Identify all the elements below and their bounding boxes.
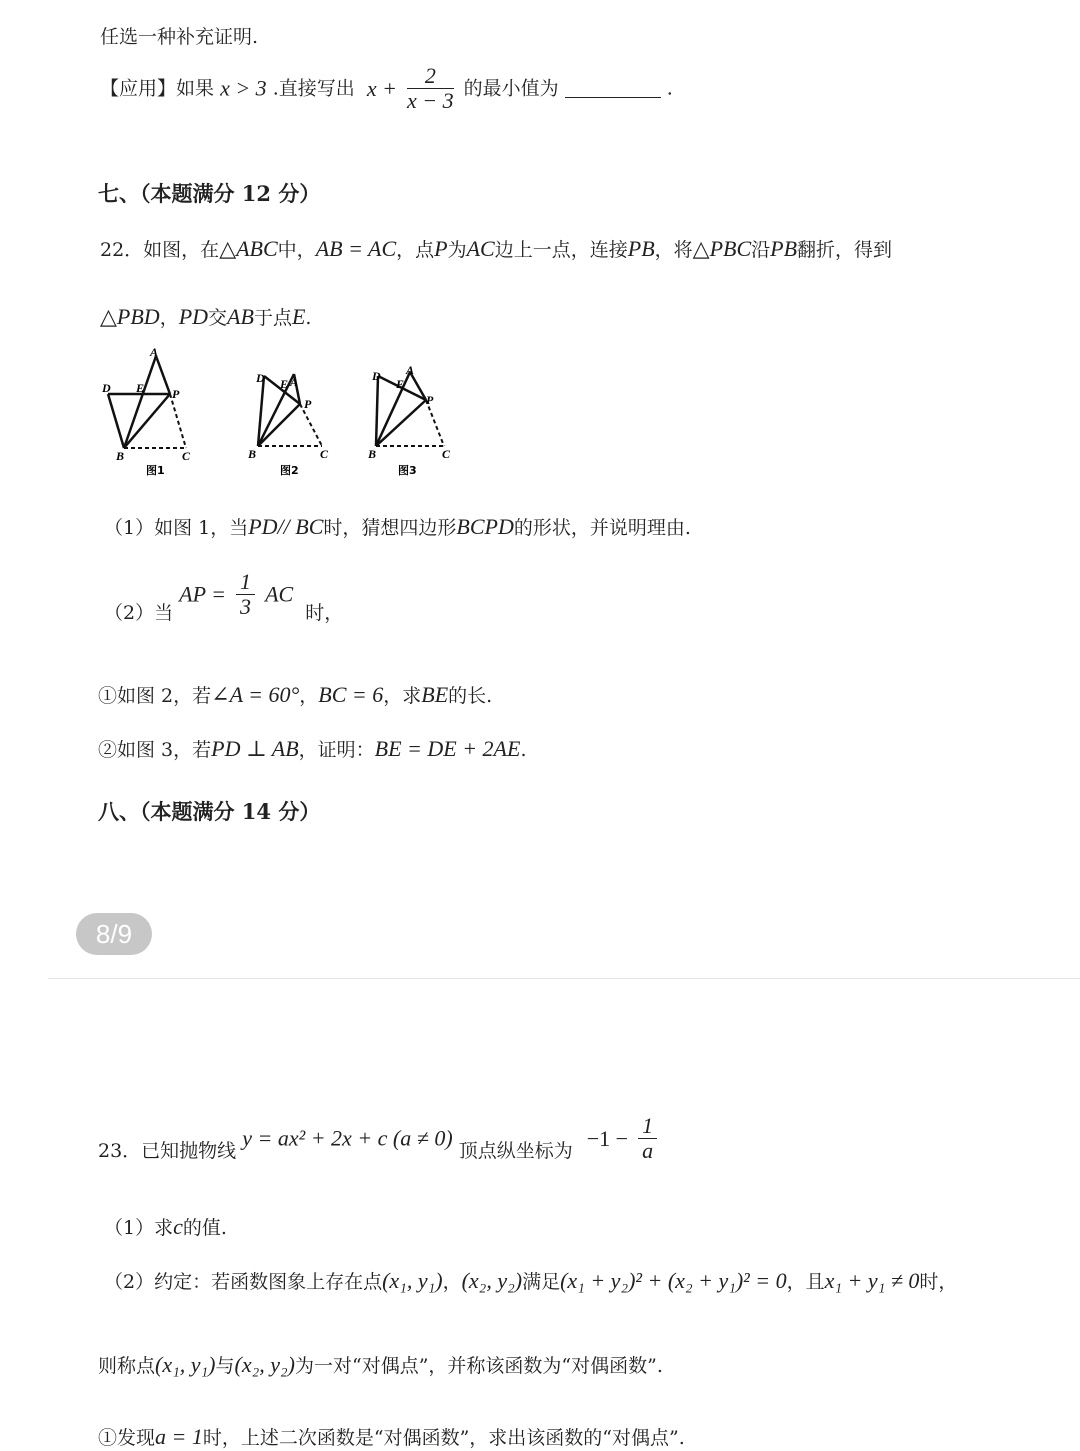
answer-blank <box>565 79 661 98</box>
q22-line-1: 22．如图，在△ABC中，AB = AC，点P为AC边上一点，连接PB，将△PBC沿PB翻折，得到 <box>100 236 893 261</box>
fig3-label-p: P <box>426 393 434 407</box>
q22-part-1: （1）如图 1，当PD// BC时，猜想四边形BCPD的形状，并说明理由. <box>104 514 691 539</box>
fig2-label-e: E <box>280 377 289 391</box>
apply-line: 【应用】如果 x > 3 .直接写出 x + $\frac{2}{x - 3}$ 的最小值为 . <box>100 63 673 113</box>
section-8-heading: 八、（本题满分 14 分） <box>98 799 321 824</box>
fig1-label-b: B <box>116 449 125 463</box>
fig2-label-b: B <box>248 447 257 461</box>
apply-fraction: $\frac{2}{x - 3}$ <box>407 63 454 113</box>
section-7-heading: 七、（本题满分 12 分） <box>98 181 321 206</box>
fig2-label-a: A <box>290 375 299 389</box>
page-indicator: 8/9 <box>76 913 152 955</box>
q23-part-3-clipped: ①发现a = 1时，上述二次函数是“对偶函数”，求出该函数的“对偶点”. <box>98 1424 685 1449</box>
fig1-label-e: E <box>136 381 145 395</box>
figure-2 <box>244 360 344 484</box>
text-line-top: 任选一种补充证明. <box>100 26 259 48</box>
fig2-label-p: P <box>304 397 312 411</box>
q22-sub-2: ②如图 3，若PD ⊥ AB，证明：BE = DE + 2AE. <box>98 736 527 761</box>
fig3-label-c: C <box>442 447 451 461</box>
fig2-caption: 图2 <box>280 464 299 477</box>
fig1-label-d: D <box>102 381 111 395</box>
fig3-label-e: E <box>396 377 405 391</box>
fig1-caption: 图1 <box>146 464 165 477</box>
part2-fraction: $\frac{1}{3}$ <box>236 570 255 619</box>
fig3-label-b: B <box>368 447 377 461</box>
page-divider <box>48 978 1080 979</box>
q22-line-2: △PBD，PD交AB于点E. <box>100 304 312 329</box>
q23-part-2-continued: 则称点(x₁, y₁)与(x₂, y₂)为一对“对偶点”，并称该函数为“对偶函数”. <box>98 1352 663 1377</box>
fig2-label-c: C <box>320 447 329 461</box>
fig2-label-d: D <box>256 371 265 385</box>
fig1-label-c: C <box>182 449 191 463</box>
q22-sub-1: ①如图 2，若∠A = 60°，BC = 6，求BE的长. <box>98 682 493 707</box>
q23-vertex-fraction: $\frac{1}{a}$ <box>638 1114 657 1163</box>
fig3-caption: 图3 <box>398 464 417 477</box>
fig3-label-d: D <box>372 369 381 383</box>
fig1-label-a: A <box>150 345 159 359</box>
q23-stem: 23．已知抛物线 y = ax² + 2x + c (a ≠ 0) 顶点纵坐标为 −1 − $\frac{1}{a}$ <box>98 1114 661 1163</box>
fig1-label-p: P <box>172 387 180 401</box>
figure-3 <box>364 360 464 484</box>
q23-part-2: （2）约定：若函数图象上存在点(x₁, y₁)，(x₂, y₂)满足(x₁ + y₂)² + (x₂ + y₁)² = 0，且x₁ + y₁ ≠ 0时， <box>104 1268 958 1293</box>
fig3-label-a: A <box>406 363 415 377</box>
figure-1 <box>98 344 198 484</box>
q22-part-2: （2）当 AP = $\frac{1}{3}$ AC 时， <box>104 569 344 624</box>
q23-part-1: （1）求c的值. <box>104 1214 227 1239</box>
